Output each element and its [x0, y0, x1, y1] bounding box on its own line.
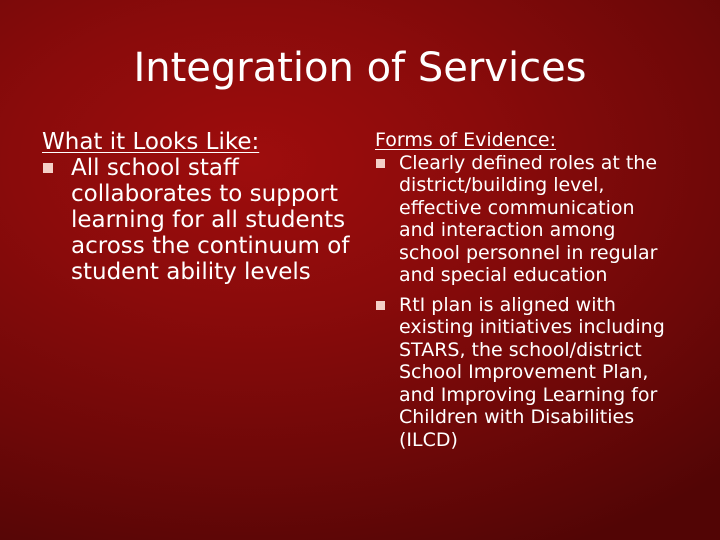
list-item-text: RtI plan is aligned with existing initiatives including STARS, the school/district School Improvement Plan, and Improving Learning for Children with Disabilities (ILCD) [399, 293, 665, 451]
left-column [42, 129, 360, 285]
list-item [375, 152, 675, 287]
list-item [42, 155, 360, 285]
right-bullet-list [375, 152, 675, 452]
left-bullet-list [42, 155, 360, 285]
square-bullet-icon [376, 301, 385, 310]
square-bullet-icon [376, 159, 385, 168]
slide-title: Integration of Services [133, 45, 587, 91]
list-item-text: Clearly defined roles at the district/building level, effective communication and interaction among school personnel in regular and special education [399, 151, 658, 286]
square-bullet-icon [43, 163, 53, 173]
list-item-text: All school staff collaborates to support learning for all students across the continuum of student ability levels [71, 155, 350, 285]
list-item [375, 294, 675, 452]
right-heading: Forms of Evidence: [375, 129, 557, 151]
right-column [375, 129, 675, 451]
left-heading: What it Looks Like: [42, 129, 260, 155]
